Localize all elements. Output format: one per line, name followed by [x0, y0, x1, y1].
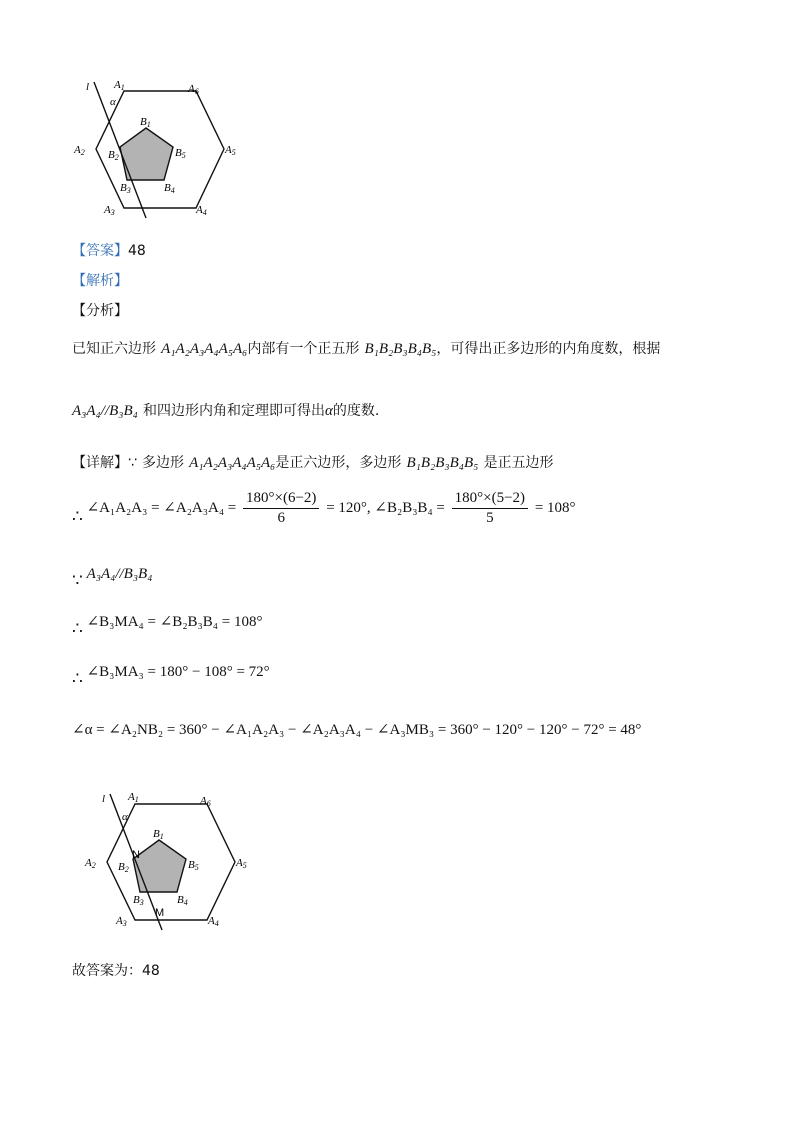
label-alpha-2: α: [122, 811, 128, 823]
because-symbol: ∵: [128, 455, 137, 471]
therefore-symbol-3: ∴: [72, 669, 83, 688]
label-M: M: [155, 907, 165, 919]
fraction-pentagon-numerator: 180°×(5−2): [452, 490, 528, 509]
conclusion-line: [72, 960, 160, 980]
fenxi-paragraph-line2: [72, 400, 379, 420]
label-A4: A4: [196, 204, 207, 217]
label-B1: B1: [140, 116, 151, 129]
label-B1-2: B1: [153, 828, 164, 841]
fenxi-text-5: 的度数.: [332, 403, 380, 419]
equation-interior-angles: [72, 490, 576, 527]
answer-line: [72, 240, 146, 260]
eq4-text: ∠B₃MA₃ = 180° − 108° = 72°: [86, 664, 270, 680]
eq1-left: ∠A₁A₂A₃ = ∠A₂A₃A₄ =: [86, 499, 237, 516]
detail-text-2: 是正六边形，多边形: [275, 455, 402, 471]
fraction-hexagon-numerator: 180°×(6−2): [243, 490, 319, 509]
equation-alpha: [72, 720, 641, 739]
eq5-text: ∠α = ∠A₂NB₂ = 360° − ∠A₁A₂A₃ − ∠A₂A₃A₄ − ∠A₃MB₃ = 360° − 120° − 120° − 72° = 48°: [72, 722, 642, 738]
eq1-right: = 108°: [534, 499, 576, 516]
label-B3: B3: [120, 182, 131, 195]
fenxi-text-2: 内部有一个正五形: [247, 341, 360, 357]
pentagon-name: B₁B₂B₃B₄B₅: [364, 341, 437, 357]
label-A2-2: A2: [85, 857, 96, 870]
equation-angle-b3ma3: [72, 662, 270, 689]
fraction-hexagon-denominator: 6: [277, 510, 285, 526]
label-A1: A1: [114, 79, 125, 92]
fraction-pentagon: [452, 490, 528, 527]
detail-line: [72, 452, 553, 472]
label-A1-2: A1: [128, 791, 139, 804]
eq1-middle: = 120°, ∠B₂B₃B₄ =: [326, 499, 445, 516]
label-alpha: α: [110, 96, 116, 108]
fenxi-paragraph-line1: [72, 338, 752, 358]
label-A6-2: A6: [200, 795, 211, 808]
label-l: l: [86, 81, 90, 93]
answer-value: 48: [128, 243, 146, 259]
detail-text-3: 是正五边形: [483, 455, 554, 471]
fraction-hexagon: [243, 490, 319, 527]
label-B2: B2: [108, 149, 119, 162]
label-B3-2: B3: [133, 894, 144, 907]
hexagon-name: A₁A₂A₃A₄A₅A₆: [161, 341, 248, 357]
fenxi-text-4: 和四边形内角和定理即可得出: [142, 403, 325, 419]
therefore-symbol-2: ∴: [72, 619, 83, 638]
label-B2-2: B2: [118, 861, 129, 874]
detail-text-1: 多边形: [142, 455, 185, 471]
fenxi-tag: 【分析】: [72, 303, 128, 319]
label-N: N: [132, 849, 140, 861]
label-A3: A3: [104, 204, 115, 217]
analysis-heading: [72, 270, 128, 290]
figure-hexagon-pentagon-1: [70, 70, 260, 230]
geometry-diagram-2: [80, 782, 270, 942]
equation-angle-b3ma4: [72, 612, 262, 639]
detail-hexagon-name: A₁A₂A₃A₄A₅A₆: [189, 455, 276, 471]
label-A5-2: A5: [236, 857, 247, 870]
label-A3-2: A3: [116, 915, 127, 928]
conclusion-text: 故答案为：48: [72, 963, 160, 979]
fraction-pentagon-denominator: 5: [486, 510, 494, 526]
analysis-tag: 【解析】: [72, 273, 128, 289]
label-A6: A6: [188, 83, 199, 96]
detail-pentagon-name: B₁B₂B₃B₄B₅: [406, 455, 479, 471]
fenxi-text-3: ，可得出正多边形的内角度数，根据: [436, 341, 661, 357]
pentagon-shape-2: [133, 840, 186, 892]
alpha-symbol: α: [324, 403, 333, 419]
label-A2: A2: [74, 144, 85, 157]
therefore-symbol: ∴: [72, 506, 83, 526]
label-A4-2: A4: [208, 915, 219, 928]
geometry-diagram-1: [70, 70, 260, 230]
answer-tag: 【答案】: [72, 243, 128, 259]
fenxi-heading: [72, 300, 128, 320]
fenxi-text-1: 已知正六边形: [72, 341, 156, 357]
label-l-2: l: [102, 793, 106, 805]
label-A5: A5: [225, 144, 236, 157]
eq3-text: ∠B₃MA₄ = ∠B₂B₃B₄ = 108°: [86, 614, 263, 630]
figure-hexagon-pentagon-2: [80, 782, 270, 942]
parallel-statement: A₃A₄//B₃B₄: [72, 403, 138, 419]
equation-parallel: [72, 566, 152, 591]
label-B5: B5: [175, 147, 186, 160]
because-symbol-2: ∵: [72, 571, 83, 590]
detail-tag: 【详解】: [72, 455, 128, 471]
label-B4: B4: [164, 182, 175, 195]
eq2-text: A₃A₄//B₃B₄: [86, 566, 153, 582]
label-B5-2: B5: [188, 859, 199, 872]
label-B4-2: B4: [177, 894, 188, 907]
